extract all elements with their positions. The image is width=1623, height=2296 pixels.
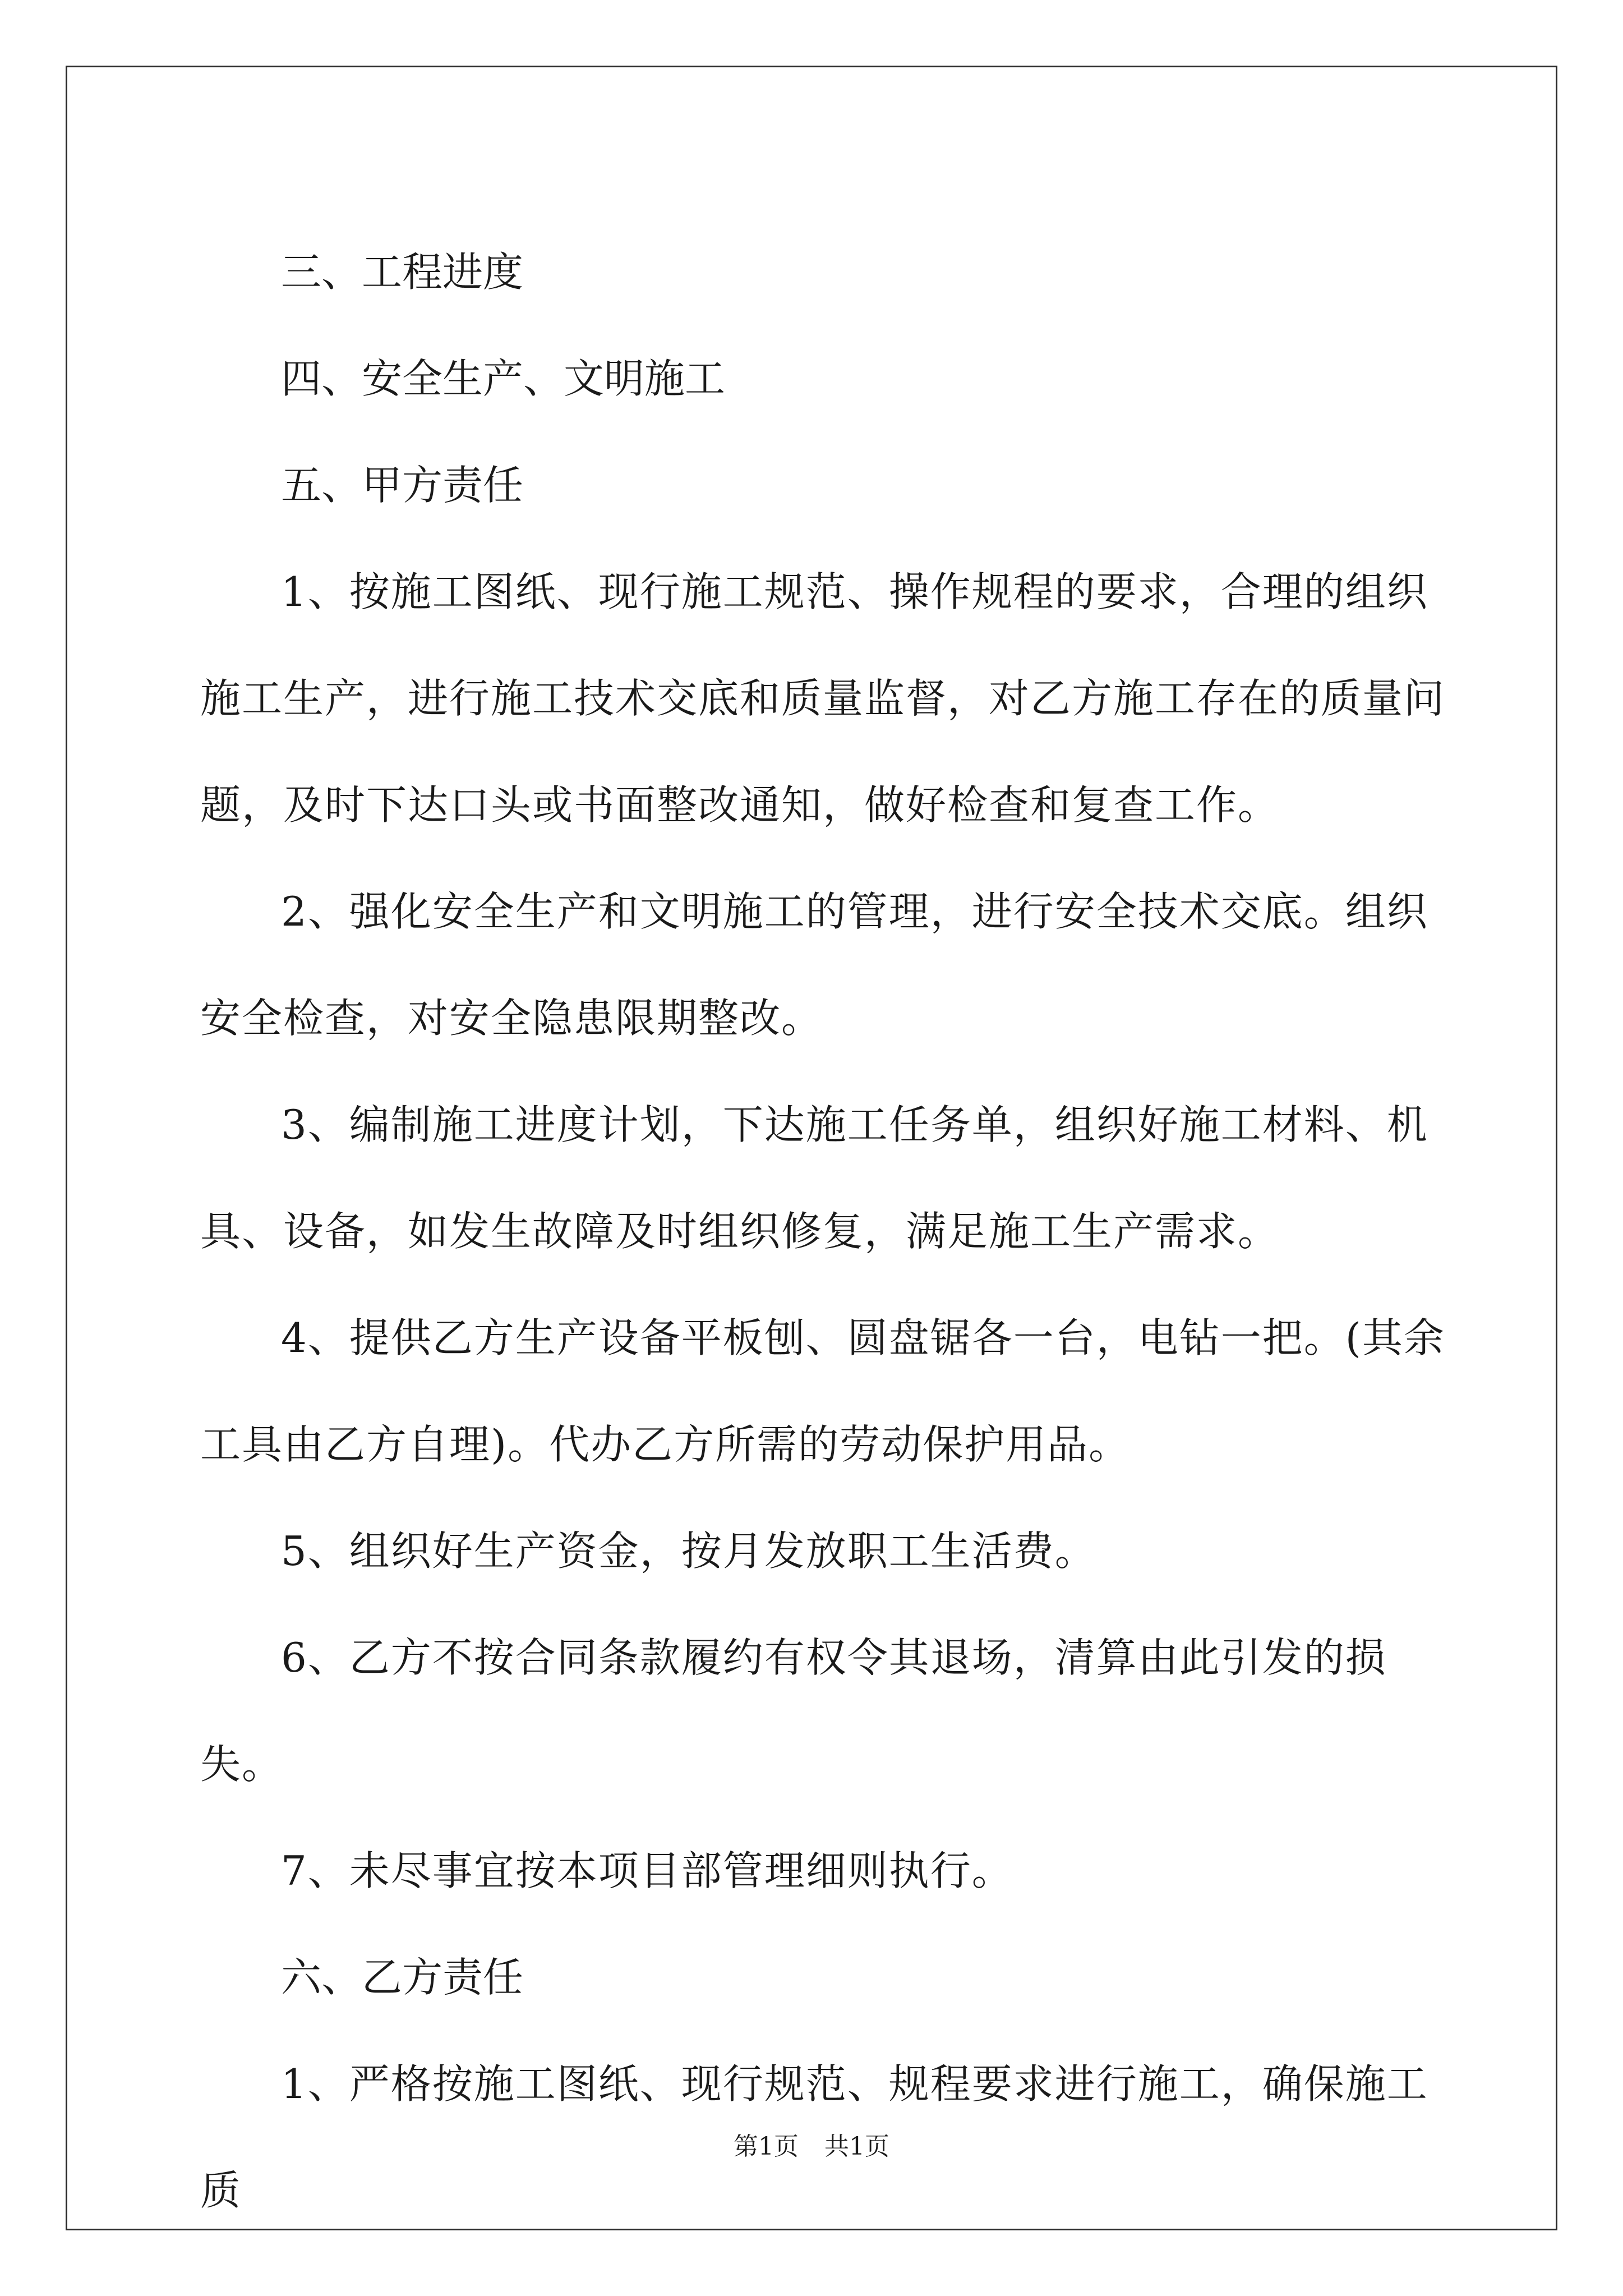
section-heading-party-b: 六、乙方责任 [281, 1954, 524, 2001]
section-heading-party-a: 五、甲方责任 [281, 462, 524, 509]
page-number-total: 共1页 [824, 2132, 889, 2161]
paragraph-party-a-2: 2、强化安全生产和文明施工的管理，进行安全技术交底。组织安全检查，对安全隐患限期整改。 [200, 888, 1428, 1042]
paragraph-party-a-7: 7、未尽事宜按本项目部管理细则执行。 [281, 1847, 1013, 1894]
page-number-current: 第1页 [734, 2132, 799, 2161]
paragraph-party-a-1: 1、按施工图纸、现行施工规范、操作规程的要求，合理的组织施工生产，进行施工技术交底和质量监督，对乙方施工存在的质量问题，及时下达口头或书面整改通知，做好检查和复查工作。 [200, 568, 1446, 829]
page-footer [0, 2126, 1623, 2162]
section-heading-safety: 四、安全生产、文明施工 [281, 355, 726, 402]
paragraph-party-a-6: 6、乙方不按合同条款履约有权令其退场，清算由此引发的损失。 [200, 1634, 1387, 1788]
paragraph-party-a-4: 4、提供乙方生产设备平板刨、圆盘锯各一台，电钻一把。(其余工具由乙方自理)。代办乙方所需的劳动保护用品。 [200, 1314, 1445, 1468]
paragraph-party-b-1: 1、严格按施工图纸、现行规范、规程要求进行施工，确保施工质 [200, 2060, 1428, 2214]
paragraph-party-a-5: 5、组织好生产资金，按月发放职工生活费。 [281, 1527, 1096, 1575]
paragraph-party-a-3: 3、编制施工进度计划，下达施工任务单，组织好施工材料、机具、设备，如发生故障及时组织修复，满足施工生产需求。 [200, 1101, 1428, 1255]
document-body [200, 219, 1456, 2244]
section-heading-progress: 三、工程进度 [281, 249, 524, 296]
